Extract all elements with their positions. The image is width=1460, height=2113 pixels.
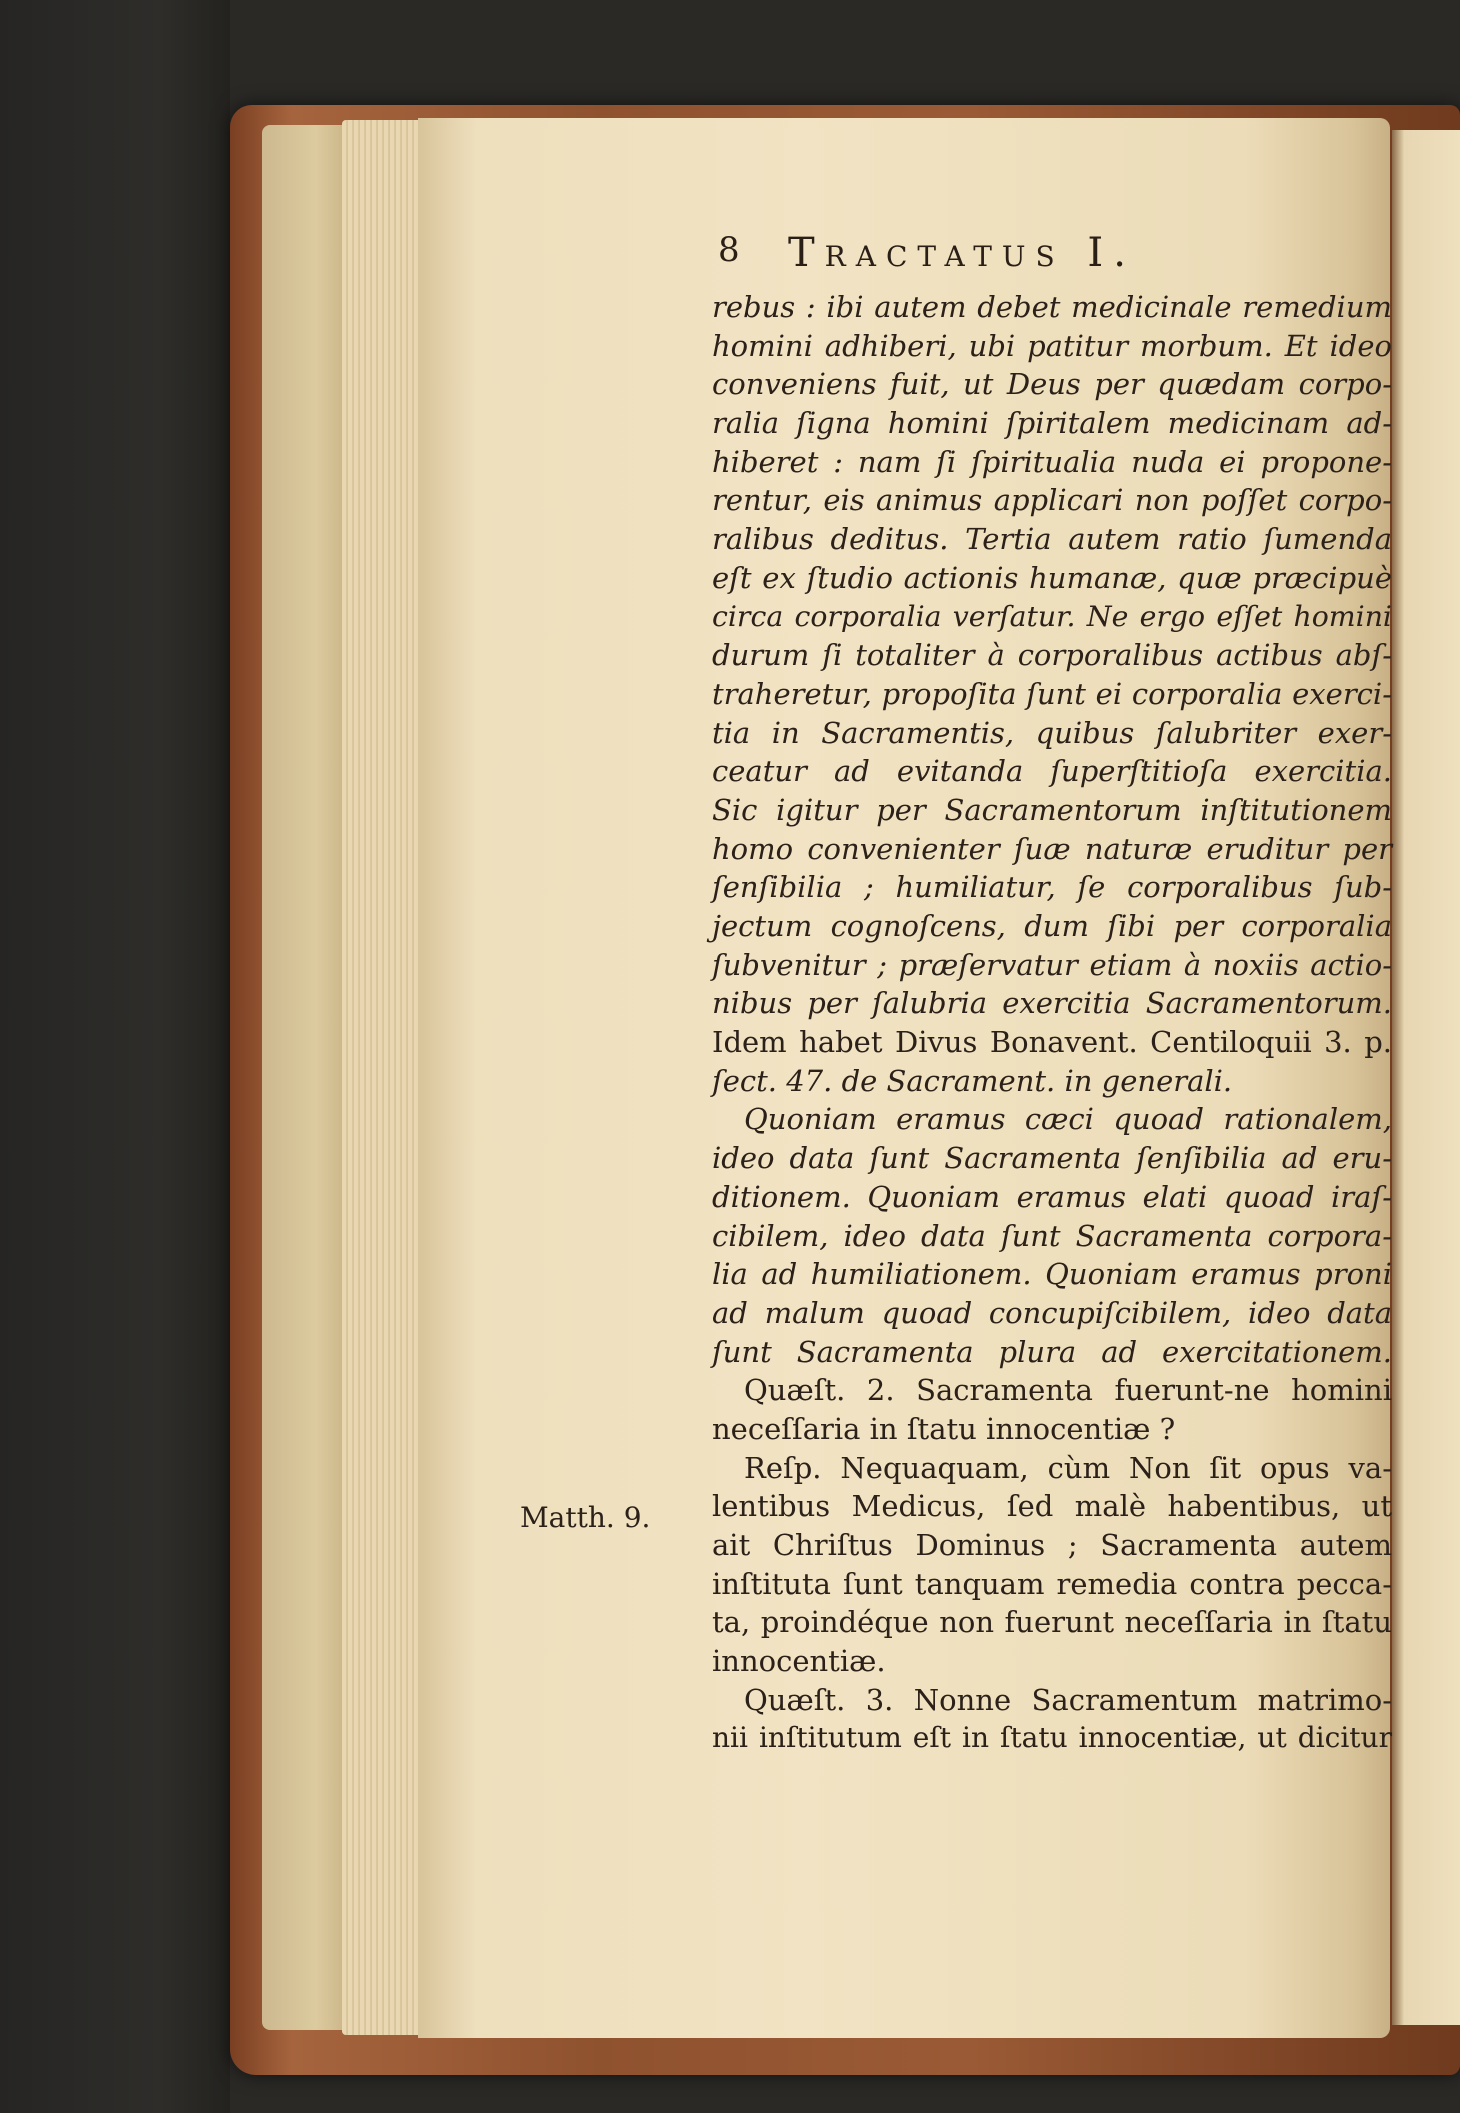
text-line: neceſſaria in ſtatu innocentiæ ? — [712, 1411, 1176, 1446]
text-line: inſtituta ſunt tanquam remedia contra pecca- — [712, 1566, 1392, 1601]
body-text — [712, 288, 1392, 1758]
text-line: ralia ſigna homini ſpiritalem medicinam ad- — [712, 406, 1392, 441]
scan-background — [0, 0, 230, 2113]
text-line: innocentiæ. — [712, 1644, 886, 1679]
text-line: Quæſt. 3. Nonne Sacramentum matrimo- — [744, 1682, 1392, 1717]
running-title: Tractatus I. — [788, 230, 1136, 276]
text-line: ſect. 47. de Sacrament. in generali. — [712, 1063, 1233, 1098]
flyleaf — [262, 125, 352, 2030]
text-line: tia in Sacramentis, quibus ſalubriter exer- — [712, 715, 1392, 750]
page-number: 8 — [718, 230, 740, 270]
text-line: homo convenienter ſuæ naturæ eruditur per — [712, 831, 1392, 866]
text-line: traheretur, propoſita ſunt ei corporalia exerci- — [712, 676, 1392, 711]
text-line: ſenſibilia ; humiliatur, ſe corporalibus ſub- — [712, 870, 1392, 905]
text-line: rebus : ibi autem debet medicinale remedium — [712, 290, 1392, 324]
text-line: ſubvenitur ; præſervatur etiam à noxiis actio- — [712, 947, 1392, 982]
text-line: ſunt Sacramenta plura ad exercitationem. — [712, 1334, 1392, 1369]
text-line: ralibus deditus. Tertia autem ratio ſumenda — [712, 522, 1392, 557]
text-line: ideo data ſunt Sacramenta ſenſibilia ad eru- — [712, 1141, 1392, 1176]
text-line: Quæſt. 2. Sacramenta fuerunt-ne homini — [744, 1373, 1392, 1408]
text-line: eſt ex ſtudio actionis humanæ, quæ præcipuè — [712, 560, 1392, 595]
text-line: ta, proindéque non fuerunt neceſſaria in ſtatu — [712, 1605, 1392, 1640]
text-line: lia ad humiliationem. Quoniam eramus proni — [712, 1257, 1392, 1292]
text-line: conveniens fuit, ut Deus per quædam corpo- — [712, 367, 1392, 402]
text-line: hiberet : nam ſi ſpiritualia nuda ei propone- — [712, 444, 1392, 479]
text-line: ad malum quoad concupiſcibilem, ideo data — [712, 1295, 1392, 1330]
text-line: Quoniam eramus cæci quoad rationalem, — [744, 1102, 1392, 1137]
text-line: Sic igitur per Sacramentorum inſtitutionem — [712, 792, 1392, 827]
text-line: Reſp. Nequaquam, cùm Non ſit opus va- — [744, 1450, 1392, 1485]
text-line: Idem habet Divus Bonavent. Centiloquii 3. p. — [712, 1025, 1392, 1060]
text-line: jectum cognoſcens, dum ſibi per corporalia — [712, 909, 1392, 943]
text-line: circa corporalia verſatur. Ne ergo eſſet homini — [712, 599, 1392, 633]
text-line: ait Chriſtus Dominus ; Sacramenta autem — [712, 1528, 1392, 1562]
page-edges — [342, 120, 422, 2035]
text-line: ceatur ad evitanda ſuperſtitioſa exercitia. — [712, 754, 1392, 789]
facing-page-edge — [1392, 130, 1460, 2025]
text-line: lentibus Medicus, ſed malè habentibus, ut — [712, 1489, 1392, 1524]
page-header — [718, 230, 1298, 286]
text-line: rentur, eis animus applicari non poſſet corpo- — [712, 483, 1392, 518]
margin-note: Matth. 9. — [520, 1501, 651, 1534]
text-line: durum ſi totaliter à corporalibus actibus abſ- — [712, 638, 1392, 673]
text-line: nii inſtitutum eſt in ſtatu innocentiæ, ut dicitur — [712, 1721, 1392, 1755]
text-line: homini adhiberi, ubi patitur morbum. Et ideo — [712, 328, 1392, 363]
text-line: ditionem. Quoniam eramus elati quoad iraſ- — [712, 1179, 1392, 1214]
text-line: nibus per ſalubria exercitia Sacramentorum. — [712, 986, 1392, 1021]
text-line: cibilem, ideo data ſunt Sacramenta corpora- — [712, 1218, 1392, 1253]
